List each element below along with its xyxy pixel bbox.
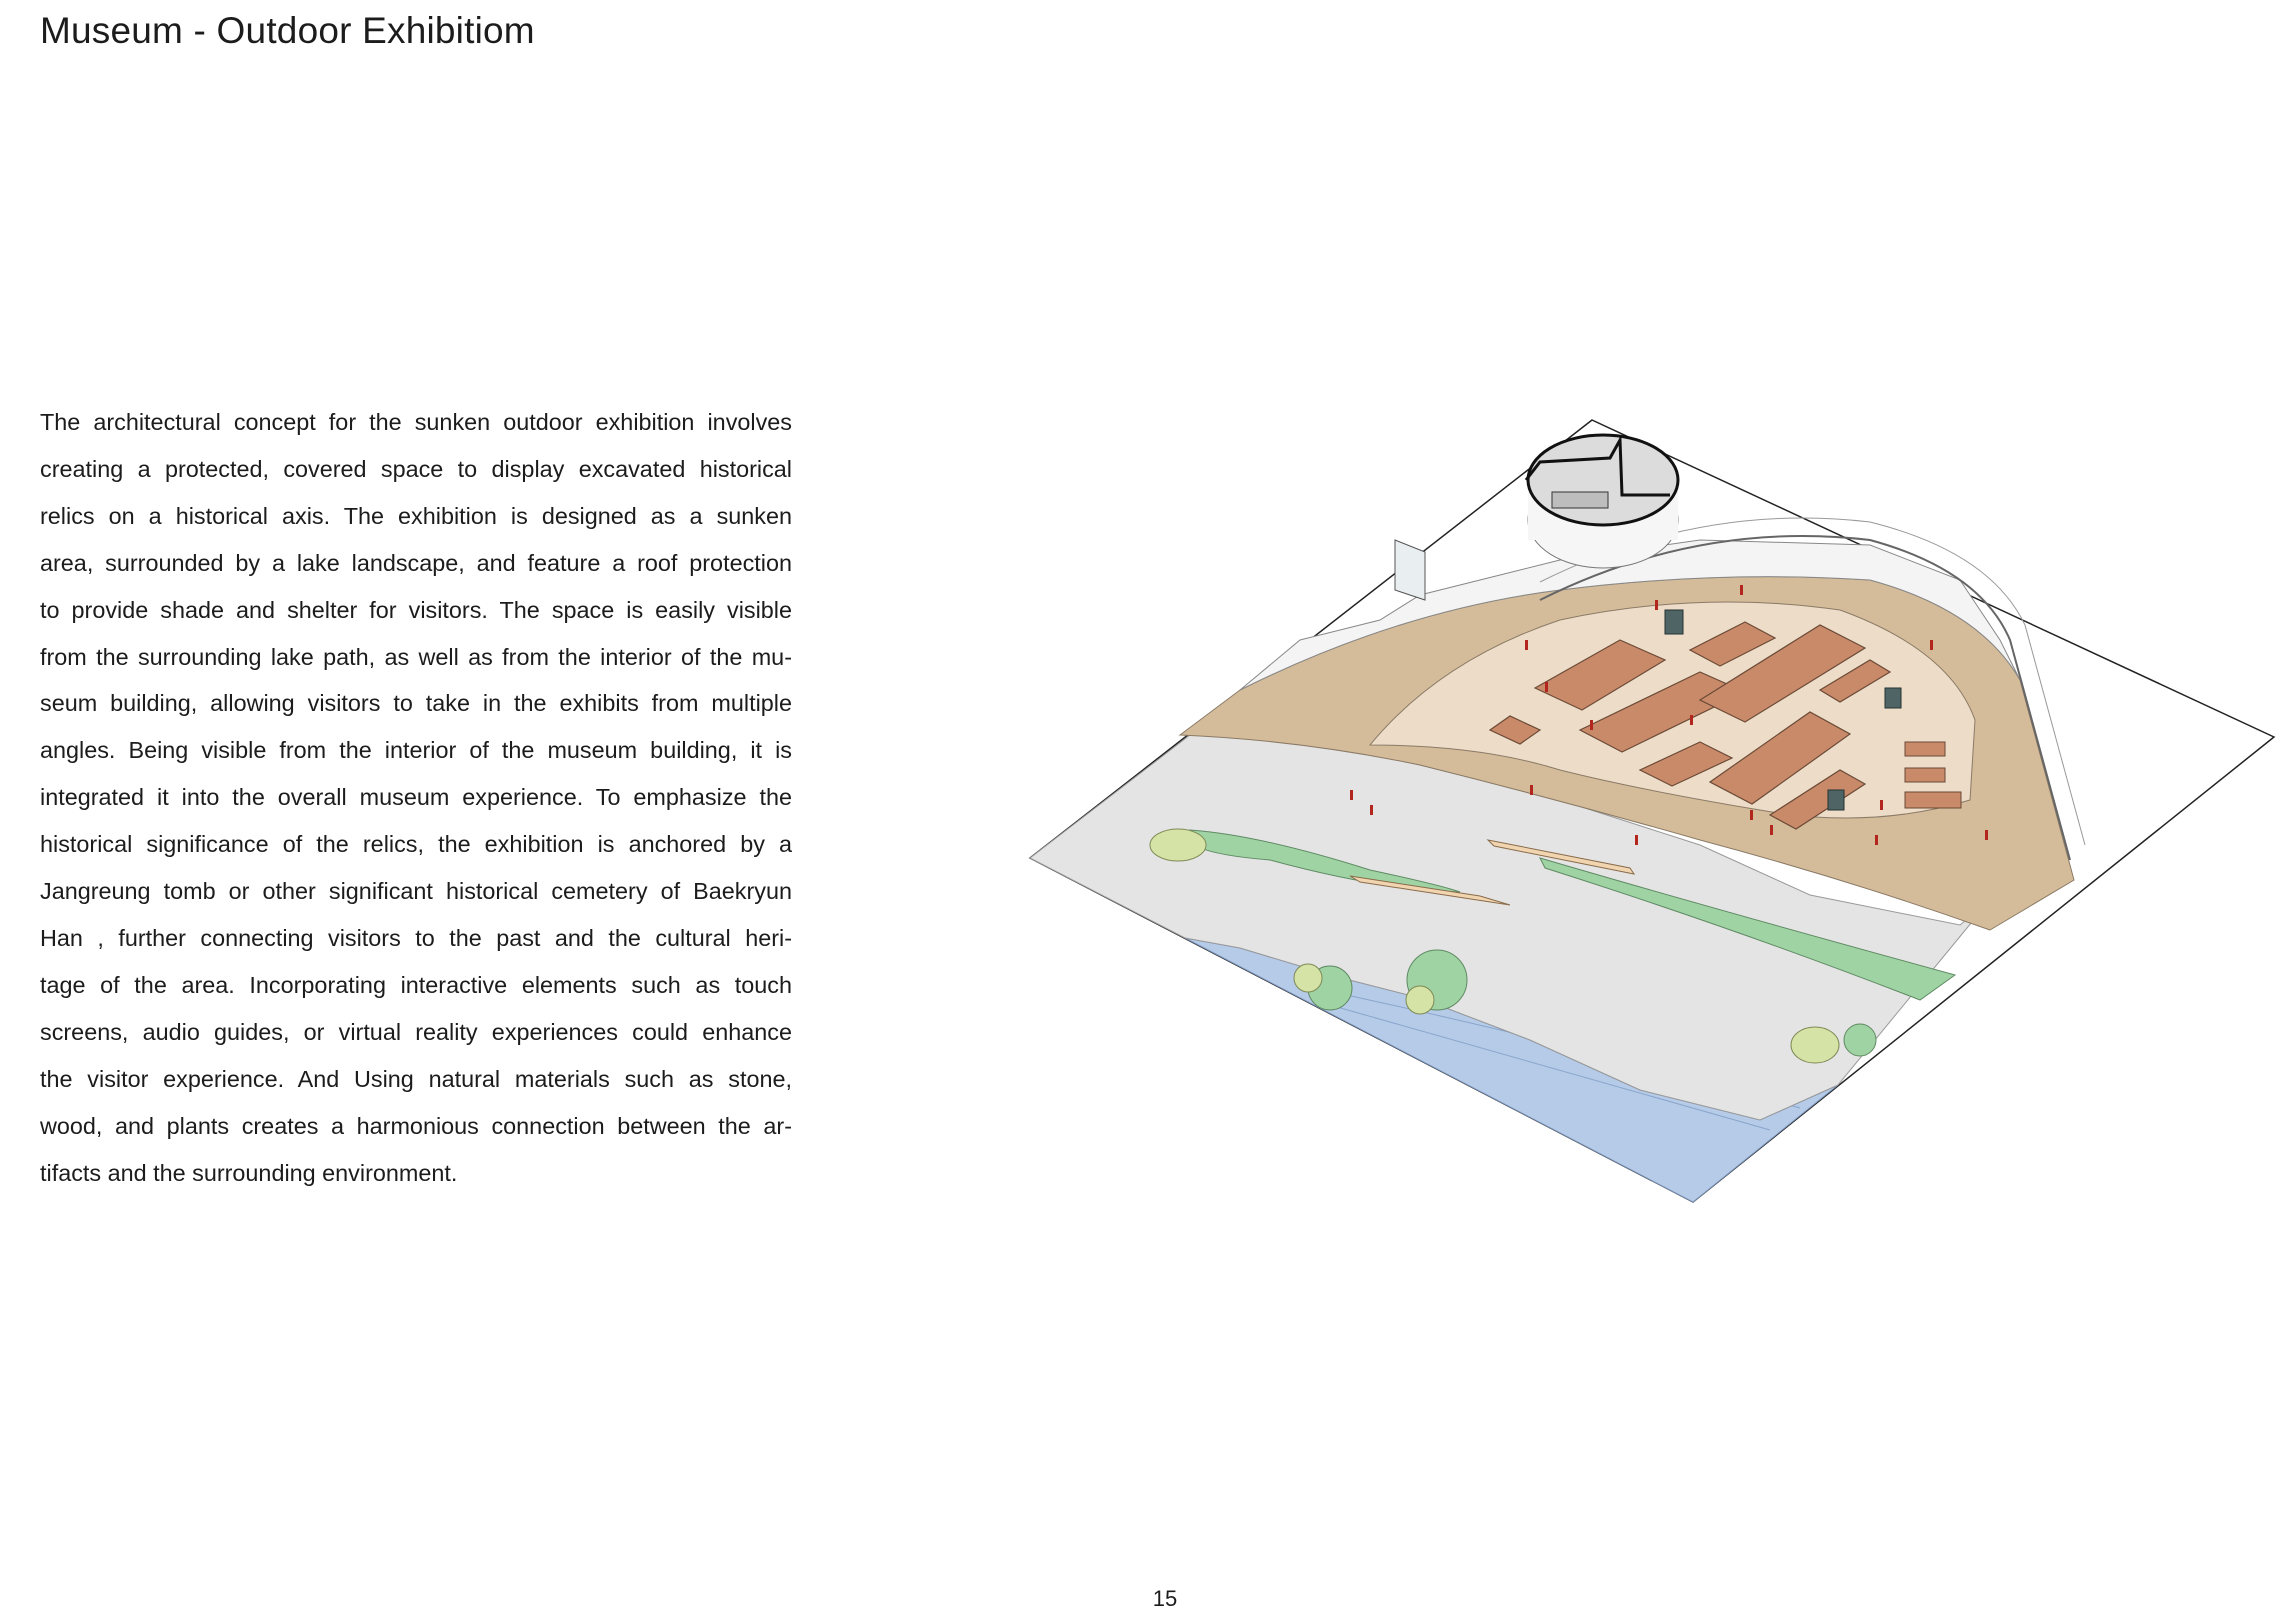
excavation-pit [1905,768,1945,782]
display-case [1828,790,1844,810]
excavation-pit [1905,742,1945,756]
body-line: tifacts and the surrounding environment. [40,1159,458,1186]
body-line: creating a protected, covered space to display excavated historical [40,455,792,482]
body-line: to provide shade and shelter for visitors. The space is easily visible [40,596,792,623]
body-line: area, surrounded by a lake landscape, and feature a roof protection [40,549,792,576]
excavation-pit [1905,792,1961,808]
tree [1791,1027,1839,1063]
body-line: tage of the area. Incorporating interactive elements such as touch [40,971,792,998]
tree [1844,1024,1876,1056]
body-line: screens, audio guides, or virtual reality experiences could enhance [40,1018,792,1045]
display-case [1665,610,1683,634]
body-line: angles. Being visible from the interior of the museum building, it is [40,737,792,764]
body-line: from the surrounding lake path, as well as from the interior of the mu- [40,643,792,670]
body-line: wood, and plants creates a harmonious connection between the ar- [40,1112,792,1139]
tree [1294,964,1322,992]
display-case [1885,688,1901,708]
tower-roof [1528,435,1678,525]
tower-stairs [1552,492,1608,508]
axonometric-site-illustration [1020,410,2286,1210]
body-line: The architectural concept for the sunken outdoor exhibition involves [40,409,792,435]
body-line: integrated it into the overall museum experience. To emphasize the [40,784,792,811]
glass-pavilion [1395,540,1425,600]
body-text [40,399,792,1196]
body-line: Han , further connecting visitors to the past and the cultural heri- [40,924,792,951]
tree [1406,986,1434,1014]
body-line: relics on a historical axis. The exhibition is designed as a sunken [40,502,792,529]
body-line: seum building, allowing visitors to take in the exhibits from multiple [40,690,792,717]
body-line: historical significance of the relics, the exhibition is anchored by a [40,831,792,858]
planted-berm [1150,829,1206,861]
page-number: 15 [1152,1586,1178,1611]
body-line: the visitor experience. And Using natural materials such as stone, [40,1065,792,1092]
body-line: Jangreung tomb or other significant historical cemetery of Baekryun [40,878,792,905]
page-title: Museum - Outdoor Exhibitiom [40,10,535,51]
